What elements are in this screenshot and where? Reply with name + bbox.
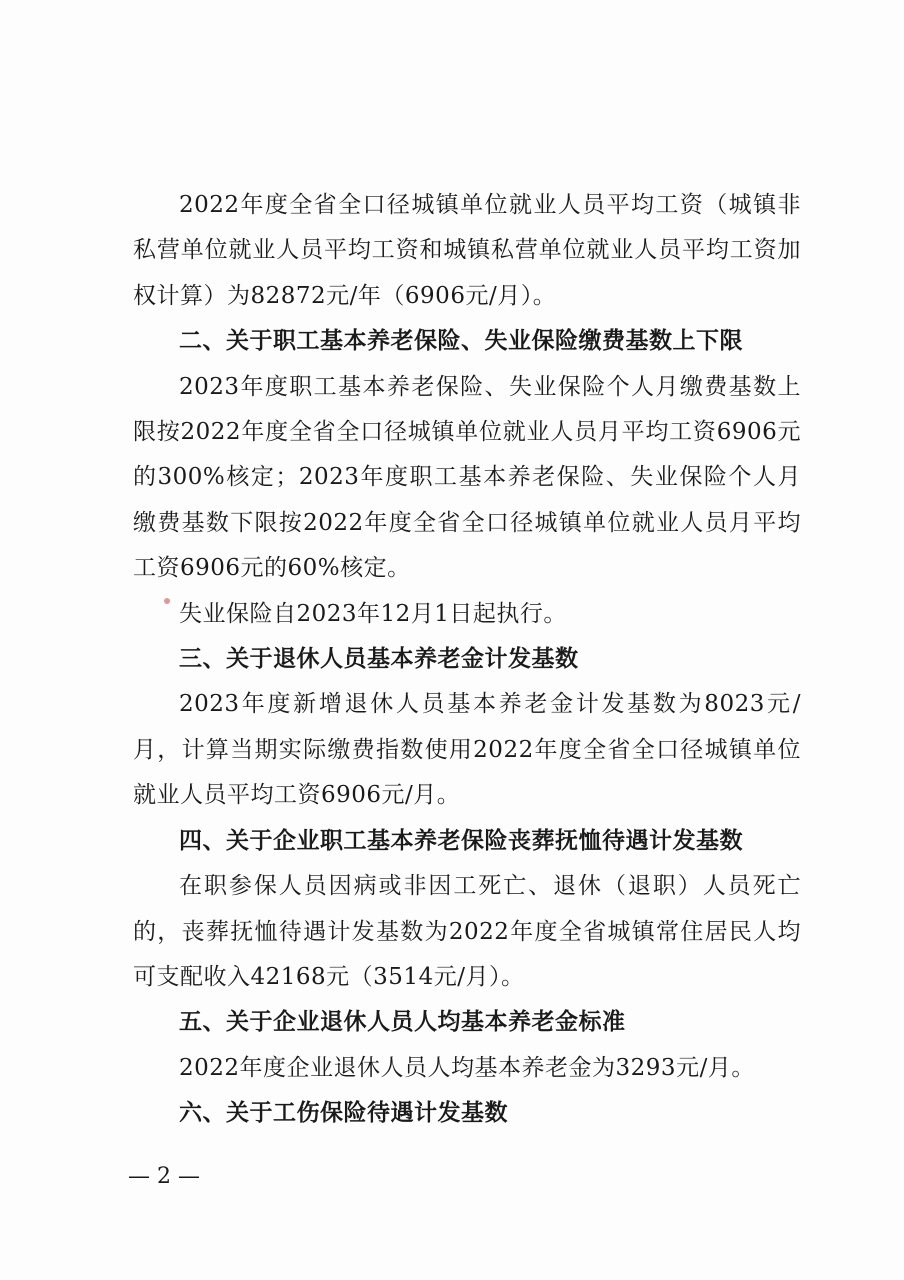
heading-section-6: 六、关于工伤保险待遇计发基数 xyxy=(179,1100,508,1127)
paragraph-average-pension: 2022年度企业退休人员人均基本养老金为3293元/月。 xyxy=(179,1054,755,1081)
ink-dot-mark xyxy=(164,598,170,604)
paragraph-funeral-benefit: 在职参保人员因病或非因工死亡、退休（退职）人员死亡的，丧葬抚恤待遇计发基数为2022年度全省城镇常住居民人均可支配收入42168元（3514元/月）。 xyxy=(133,873,801,990)
document-body xyxy=(133,183,801,1137)
paragraph-average-wage: 2022年度全省全口径城镇单位就业人员平均工资（城镇非私营单位就业人员平均工资和城镇私营单位就业人员平均工资加权计算）为82872元/年（6906元/月）。 xyxy=(133,192,801,309)
heading-section-5: 五、关于企业退休人员人均基本养老金标准 xyxy=(179,1009,626,1036)
heading-section-2: 二、关于职工基本养老保险、失业保险缴费基数上下限 xyxy=(179,328,743,355)
heading-section-4: 四、关于企业职工基本养老保险丧葬抚恤待遇计发基数 xyxy=(179,827,743,854)
page-number: — 2 — xyxy=(128,1164,200,1189)
paragraph-unemployment-effective-date: 失业保险自2023年12月1日起执行。 xyxy=(179,600,567,627)
paragraph-pension-base: 2023年度新增退休人员基本养老金计发基数为8023元/月，计算当期实际缴费指数使用2022年度全省全口径城镇单位就业人员平均工资6906元/月。 xyxy=(133,691,801,809)
paragraph-contribution-limits: 2023年度职工基本养老保险、失业保险个人月缴费基数上限按2022年度全省全口径城镇单位就业人员月平均工资6906元的300%核定；2023年度职工基本养老保险、失业保险个人月缴费基数下限按2022年度全省全口径城镇单位就业人员月平均工资6906元的60%核定。 xyxy=(133,373,801,582)
heading-section-3: 三、关于退休人员基本养老金计发基数 xyxy=(179,646,579,673)
